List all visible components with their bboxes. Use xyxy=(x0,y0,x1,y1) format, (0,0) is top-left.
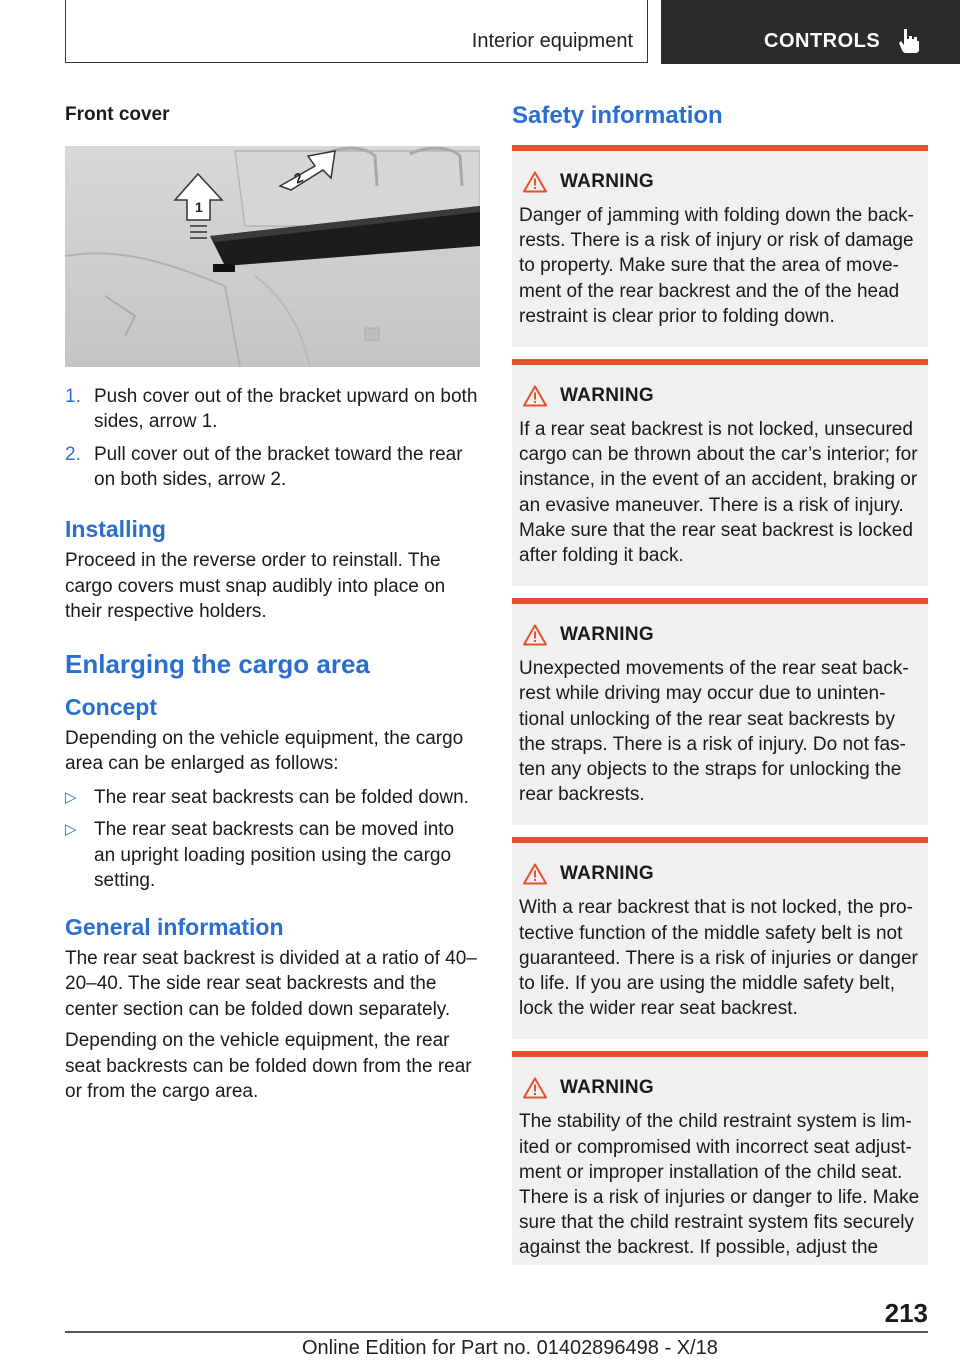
footer-divider xyxy=(65,1331,928,1333)
warning-text: With a rear backrest that is not locked, the protective function of the middle safety belt is not guaranteed. There is a risk of injuries or danger to life. If you are using the middle safety belt, lock the wider rear seat backrest. xyxy=(519,897,918,1020)
list-item xyxy=(65,817,480,894)
enlarging-heading: Enlarging the cargo area xyxy=(65,648,370,679)
warning-text: If a rear seat backrest is not locked, unsecured cargo can be thrown about the car’s interior; for instance, in the event of an accident, braking or an evasive maneuver. There is a risk of injury. Make sure that the rear seat backrest is locked after folding it back. xyxy=(519,419,918,567)
warning-box xyxy=(512,837,928,1039)
front-cover-heading: Front cover xyxy=(65,104,170,125)
bullet-text: The rear seat backrests can be folded down. xyxy=(94,786,469,808)
warning-box xyxy=(512,359,928,586)
concept-heading: Concept xyxy=(65,693,157,720)
general-info-text-2: Depending on the vehicle equipment, the rear seat backrests can be folded down from the rear or from the cargo area. xyxy=(65,1030,472,1102)
bullet-triangle-icon: ▷ xyxy=(65,788,77,806)
step-number: 1. xyxy=(65,386,81,407)
figure-label-1: 1 xyxy=(195,199,203,215)
figure-label-2: 2 xyxy=(291,168,306,187)
warning-triangle-icon xyxy=(523,171,547,193)
section-title: Interior equipment xyxy=(471,30,633,52)
warning-triangle-icon xyxy=(523,863,547,885)
page-number: 213 xyxy=(884,1298,928,1328)
warning-text: Unexpected movements of the rear seat backrest while driving may occur due to unintentional unlocking of the rear seat backrests by the straps. There is a risk of injury. Do not fasten any objects to the straps for unlocking the rear backrests. xyxy=(519,658,909,806)
step-text: Pull cover out of the bracket toward the rear on both sides, arrow 2. xyxy=(94,444,463,490)
warning-label: WARNING xyxy=(560,171,654,192)
header-section-tab xyxy=(65,0,648,63)
general-info-text-1: The rear seat backrest is divided at a ratio of 40–20–40. The side rear seat backrests and the center section can be folded down separately. xyxy=(65,947,477,1020)
warning-label: WARNING xyxy=(560,1077,654,1099)
installing-text: Proceed in the reverse order to reinstall. The cargo covers must snap audibly into place on their respective holders. xyxy=(65,550,446,622)
edition-text: Online Edition for Part no. 01402896498 - X/18 xyxy=(302,1337,718,1359)
warning-text: Danger of jamming with folding down the backrests. There is a risk of injury or risk of damage to property. Make sure that the area of movement of the rear backrest and the of the head restraint is clear prior to folding down. xyxy=(519,205,914,327)
warning-triangle-icon xyxy=(523,385,547,407)
step-text: Push cover out of the bracket upward on both sides, arrow 1. xyxy=(94,386,478,432)
installing-heading: Installing xyxy=(65,516,166,542)
warning-box xyxy=(512,1051,928,1264)
warning-triangle-icon xyxy=(523,1077,547,1099)
warning-box xyxy=(512,598,928,825)
hand-pointer-icon xyxy=(895,26,923,54)
cargo-cover-figure xyxy=(65,146,480,367)
front-cover-steps xyxy=(65,384,480,492)
header-chapter-tab xyxy=(661,0,960,64)
right-column xyxy=(512,102,928,1277)
warning-box xyxy=(512,145,928,347)
general-info-heading: General information xyxy=(65,913,284,940)
enlarging-options-list xyxy=(65,785,480,894)
left-column xyxy=(65,104,480,1111)
chapter-title: CONTROLS xyxy=(764,30,881,52)
warning-triangle-icon xyxy=(523,624,547,646)
concept-text: Depending on the vehicle equipment, the cargo area can be enlarged as follows: xyxy=(65,727,464,774)
warning-label: WARNING xyxy=(560,385,654,407)
bullet-text: The rear seat backrests can be moved into an upright loading position using the cargo setting. xyxy=(94,819,455,891)
warning-label: WARNING xyxy=(560,624,654,646)
safety-heading: Safety information xyxy=(512,102,723,129)
list-item xyxy=(65,442,480,492)
bullet-triangle-icon: ▷ xyxy=(65,821,77,838)
step-number: 2. xyxy=(65,444,81,465)
list-item xyxy=(65,785,480,811)
warning-text: The stability of the child restraint system is limited or compromised with incorrect seat adjustment or improper installation of the child seat. There is a risk of injuries or danger to life. Make sure that the child restraint system fits securely against the backrest. If possible, adjust the xyxy=(519,1111,920,1259)
warning-label: WARNING xyxy=(560,863,654,885)
list-item xyxy=(65,384,480,434)
